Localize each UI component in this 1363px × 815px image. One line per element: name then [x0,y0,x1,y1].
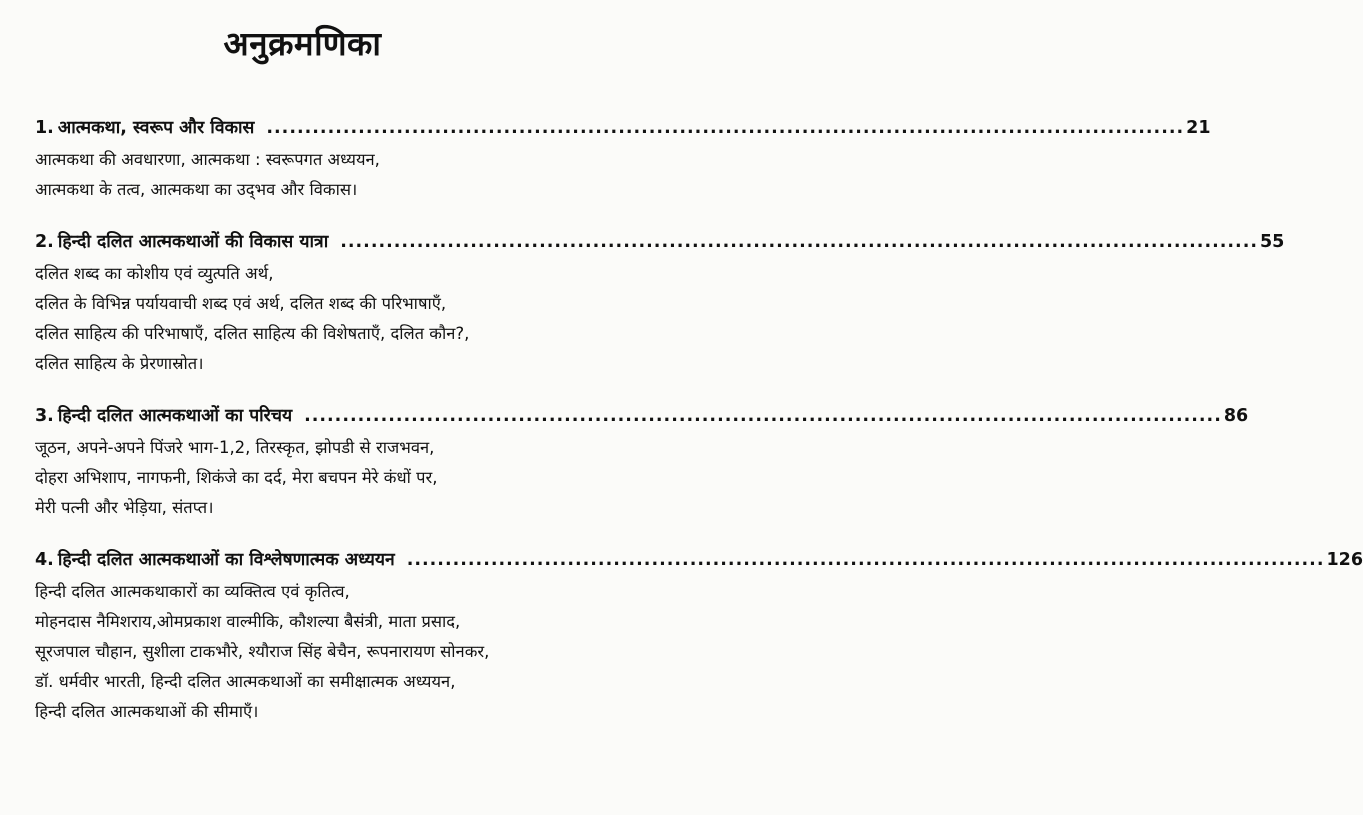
chapter-title: हिन्दी दलित आत्मकथाओं की विकास यात्रा [57,232,329,252]
chapter-heading [35,229,1285,255]
chapter-entry [35,403,1249,523]
chapter-topics [35,577,570,727]
chapter-page-number: 55 [1260,232,1285,252]
chapter-topics [35,145,570,205]
dot-leader: ........................................................................................................................ [406,550,1325,570]
chapter-page-number: 126 [1326,550,1363,570]
dot-leader: ........................................................................................................................ [304,406,1222,426]
chapter-heading [35,115,1211,141]
topic-line: डॉ. धर्मवीर भारती, हिन्दी दलित आत्मकथाओं का समीक्षात्मक अध्ययन, [35,672,456,691]
chapter-heading [35,547,1363,573]
chapter-entry [35,547,1363,727]
topic-line: सूरजपाल चौहान, सुशीला टाकभौरे, श्यौराज सिंह बेचैन, रूपनारायण सोनकर, [35,642,490,661]
topic-line: हिन्दी दलित आत्मकथाकारों का व्यक्तित्व एवं कृतित्व, [35,582,350,601]
chapter-title: आत्मकथा, स्वरूप और विकास [57,118,255,138]
topic-line: दलित साहित्य के प्रेरणास्रोत। [35,354,204,373]
topic-line: मेरी पत्नी और भेड़िया, संतप्त। [35,498,214,517]
chapter-topics [35,433,570,523]
chapter-entry [35,229,1285,379]
chapter-number: 3. [35,406,54,426]
topic-line: जूठन, अपने-अपने पिंजरे भाग-1,2, तिरस्कृत, झोपडी से राजभवन, [35,438,435,457]
topic-line: मोहनदास नैमिशराय,ओमप्रकाश वाल्मीकि, कौशल्या बैसंत्री, माता प्रसाद, [35,612,461,631]
topic-line: दलित शब्द का कोशीय एवं व्युत्पति अर्थ, [35,264,274,283]
topic-line: दलित साहित्य की परिभाषाएँ, दलित साहित्य की विशेषताएँ, दलित कौन?, [35,324,470,343]
topic-line: दोहरा अभिशाप, नागफनी, शिकंजे का दर्द, मेरा बचपन मेरे कंधों पर, [35,468,438,487]
chapter-page-number: 86 [1223,406,1249,426]
page-title: अनुक्रमणिका [223,24,382,63]
chapter-number: 4. [35,550,54,570]
topic-line: हिन्दी दलित आत्मकथाओं की सीमाएँ। [35,702,259,721]
chapter-list [35,115,1363,727]
topic-line: आत्मकथा के तत्व, आत्मकथा का उद्‌भव और विकास। [35,180,358,199]
chapter-title: हिन्दी दलित आत्मकथाओं का विश्लेषणात्मक अध्ययन [57,550,395,570]
chapter-heading [35,403,1249,429]
topic-line: दलित के विभिन्न पर्यायवाची शब्द एवं अर्थ, दलित शब्द की परिभाषाएँ, [35,294,447,313]
chapter-title: हिन्दी दलित आत्मकथाओं का परिचय [57,406,293,426]
topic-line: आत्मकथा की अवधारणा, आत्मकथा : स्वरूपगत अध्ययन, [35,150,380,169]
chapter-number: 1. [35,118,54,138]
chapter-entry [35,115,1211,205]
dot-leader: ........................................................................................................................ [266,118,1185,138]
chapter-page-number: 21 [1186,118,1211,138]
chapter-number: 2. [35,232,54,252]
chapter-topics [35,259,570,379]
dot-leader: ........................................................................................................................ [340,232,1258,252]
